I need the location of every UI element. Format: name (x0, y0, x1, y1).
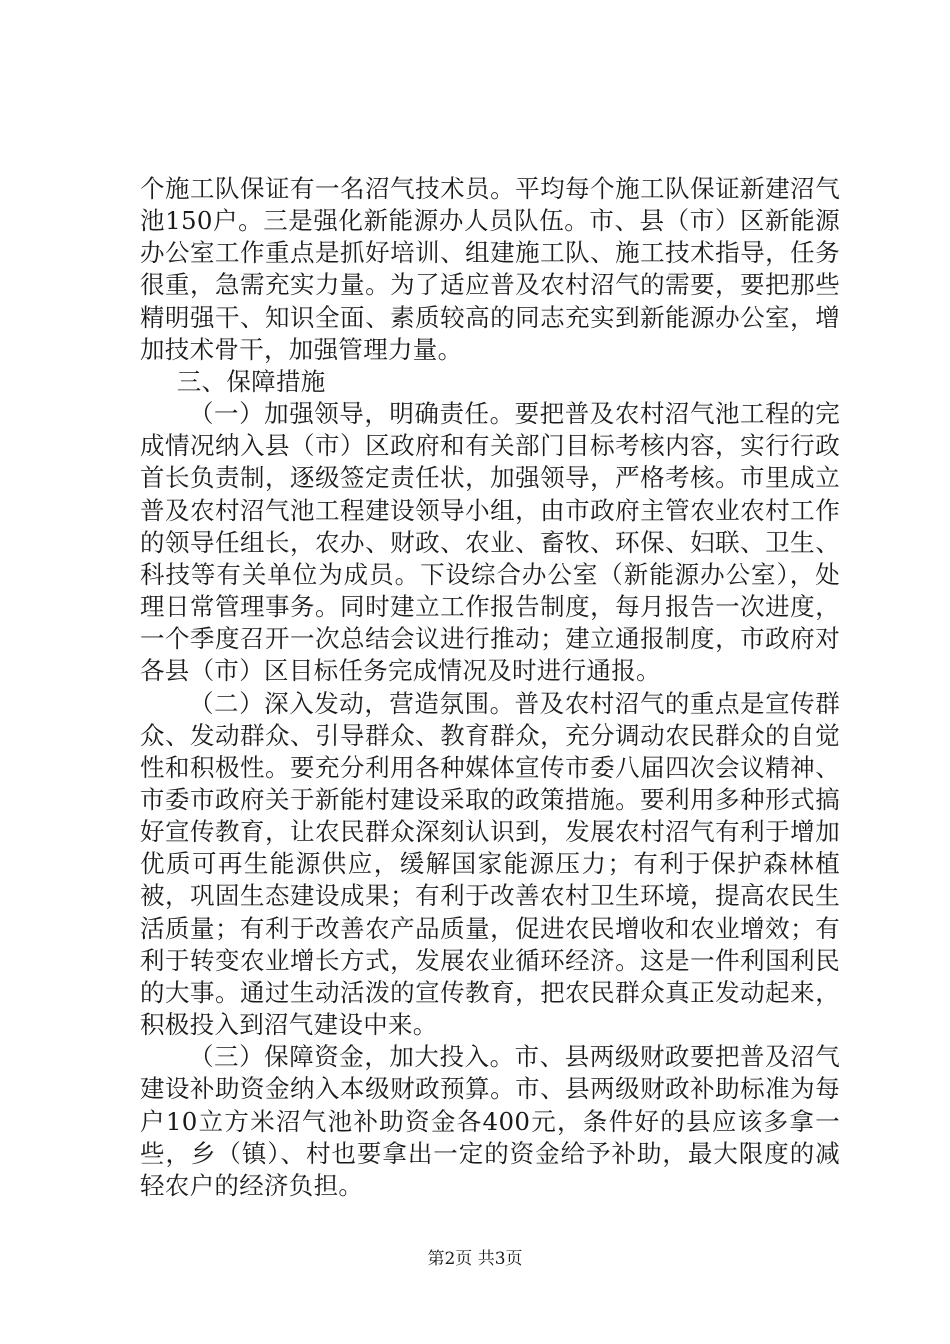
paragraph-measure-3: （三）保障资金，加大投入。市、县两级财政要把普及沼气建设补助资金纳入本级财政预算。市、县两级财政补助标准为每户10立方米沼气池补助资金各400元，条件好的县应该多拿一些，乡（镇）、村也要拿出一定的资金给予补助，最大限度的减轻农户的经济负担。 (140, 1042, 840, 1200)
section-heading: 三、保障措施 (176, 366, 326, 396)
paragraph-measure-1: （一）加强领导，明确责任。要把普及农村沼气池工程的完成情况纳入县（市）区政府和有关部门目标考核内容，实行行政首长负责制，逐级签定责任状，加强领导，严格考核。市里成立普及农村沼气池工程建设领导小组，由市政府主管农业农村工作的领导任组长，农办、财政、农业、畜牧、环保、妇联、卫生、科技等有关单位为成员。下设综合办公室（新能源办公室），处理日常管理事务。同时建立工作报告制度，每月报告一次进度，一个季度召开一次总结会议进行推动；建立通报制度，市政府对各县（市）区目标任务完成情况及时进行通报。 (140, 399, 840, 686)
paragraph-measure-2: （二）深入发动，营造氛围。普及农村沼气的重点是宣传群众、发动群众、引导群众、教育群众，充分调动农民群众的自觉性和积极性。要充分利用各种媒体宣传市委八届四次会议精神、市委市政府关于新能村建设采取的政策措施。要利用多种形式搞好宣传教育，让农民群众深刻认识到，发展农村沼气有利于增加优质可再生能源供应，缓解国家能源压力；有利于保护森林植被，巩固生态建设成果；有利于改善农村卫生环境，提高农民生活质量；有利于改善农产品质量，促进农民增收和农业增效；有利于转变农业增长方式，发展农业循环经济。这是一件利国利民的大事。通过生动活泼的宣传教育，把农民群众真正发动起来，积极投入到沼气建设中来。 (140, 688, 840, 1040)
document-body (140, 173, 840, 1202)
paragraph-continuation: 个施工队保证有一名沼气技术员。平均每个施工队保证新建沼气池150户。三是强化新能源办人员队伍。市、县（市）区新能源办公室工作重点是抓好培训、组建施工队、施工技术指导，任务很重，急需充实力量。为了适应普及农村沼气的需要，要把那些精明强干、知识全面、素质较高的同志充实到新能源办公室，增加技术骨干，加强管理力量。 (140, 174, 840, 364)
page-footer: 第2页 共3页 (427, 1249, 523, 1269)
